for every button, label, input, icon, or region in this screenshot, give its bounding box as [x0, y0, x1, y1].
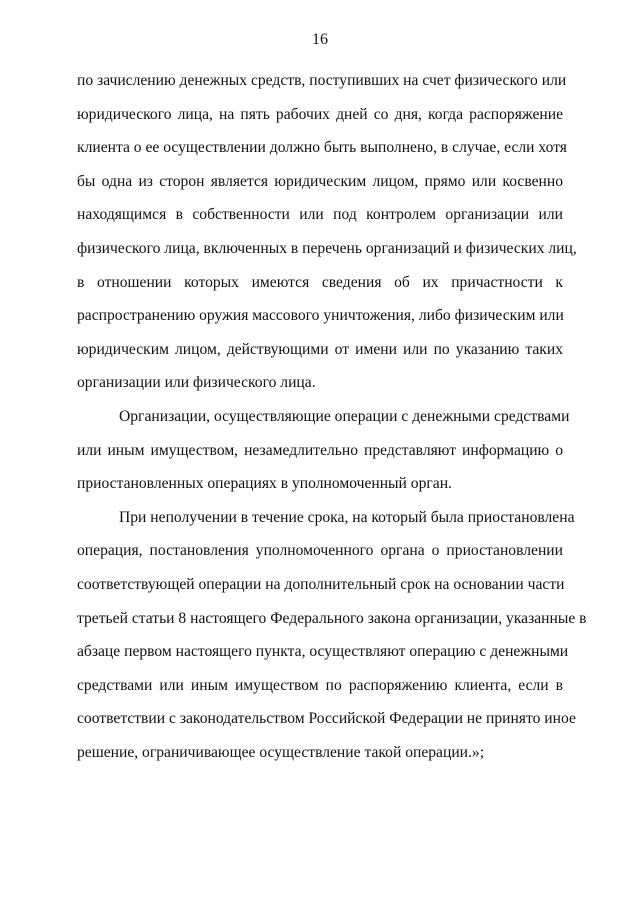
text-line: абзаце первом настоящего пункта, осуществляют операцию с денежными [77, 643, 569, 661]
text-line: соответствии с законодательством Российской Федерации не принято иное [77, 710, 576, 728]
text-line: Организации, осуществляющие операции с денежными средствами [119, 407, 570, 425]
text-line: по зачислению денежных средств, поступивших на счет физического или [77, 72, 567, 89]
paragraph-3 [77, 501, 587, 770]
text-line: физического лица, включенных в перечень организаций и физических лиц, [77, 239, 577, 257]
paragraph-1 [77, 64, 577, 400]
text-line: юридического лица, на пять рабочих дней со дня, когда распоряжение [77, 105, 563, 123]
text-line: решение, ограничивающее осуществление такой операции.»; [77, 743, 485, 761]
text-line: соответствующей операции на дополнительный срок на основании части [77, 575, 565, 593]
text-line: клиента о ее осуществлении должно быть выполнено, в случае, если хотя [77, 139, 567, 157]
text-line: бы одна из сторон является юридическим лицом, прямо или косвенно [77, 172, 563, 190]
text-line: операция, постановления уполномоченного органа о приостановлении [77, 542, 563, 560]
text-line: в отношении которых имеются сведения об их причастности к [77, 273, 563, 291]
text-line: средствами или иным имуществом по распоряжению клиента, если в [77, 676, 563, 694]
text-line: приостановленных операциях в уполномоченный орган. [77, 475, 452, 493]
text-line: распространению оружия массового уничтожения, либо физическим или [77, 307, 564, 325]
text-line: третьей статьи 8 настоящего Федерального закона организации, указанные в [77, 609, 587, 627]
body-text [77, 64, 587, 769]
paragraph-2 [77, 400, 570, 501]
text-line: При неполучении в течение срока, на который была приостановлена [119, 508, 575, 526]
text-line: или иным имуществом, незамедлительно представляют информацию о [77, 441, 563, 459]
page-number: 16 [312, 31, 328, 48]
text-line: находящимся в собственности или под контролем организации или [77, 206, 563, 224]
text-line: юридическим лицом, действующими от имени или по указанию таких [77, 340, 563, 358]
text-line: организации или физического лица. [77, 374, 316, 392]
